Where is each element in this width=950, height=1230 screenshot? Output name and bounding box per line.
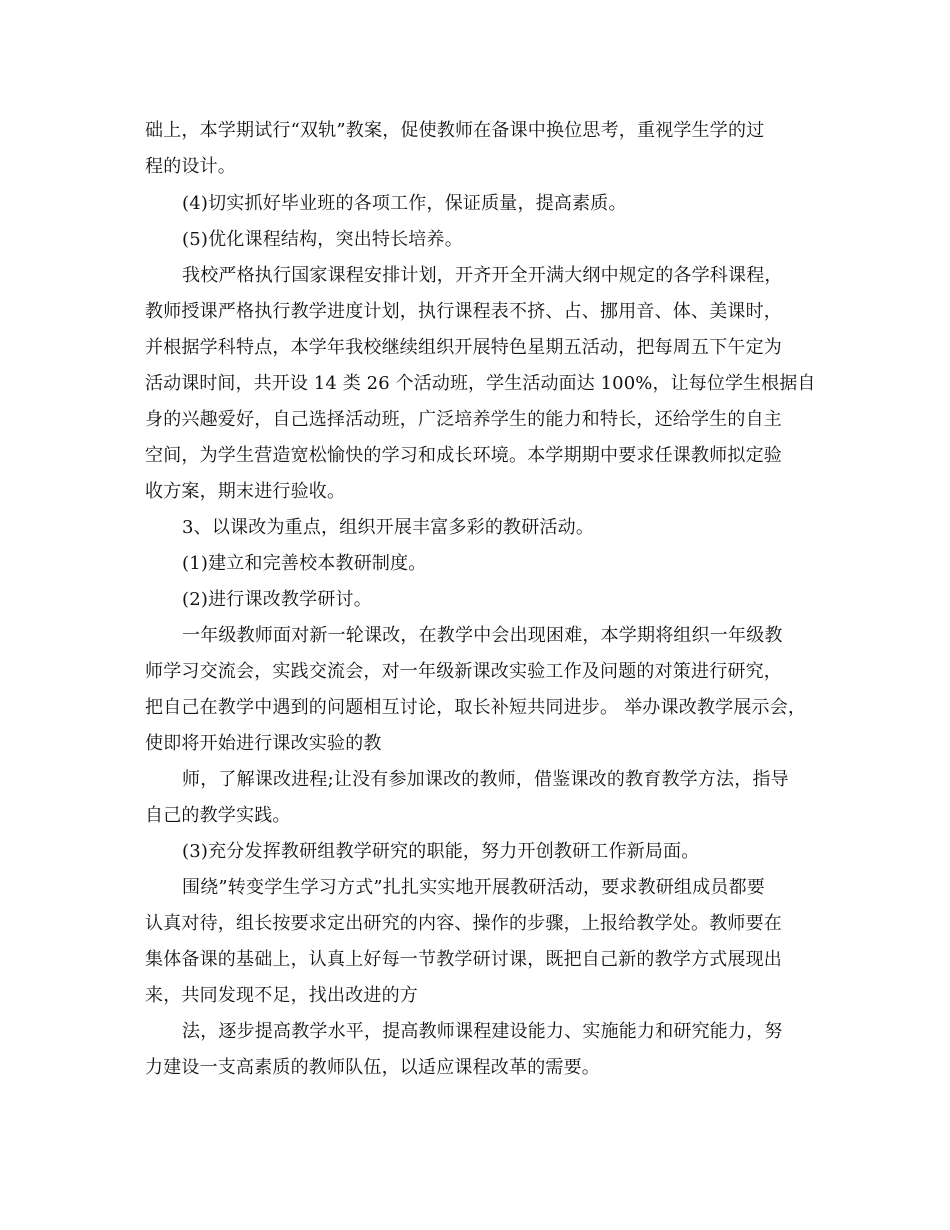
text-line: 使即将开始进行课改实验的教	[145, 733, 382, 754]
text-line: 围绕”转变学生学习方式”扎扎实实地开展教研活动，要求教研组成员都要	[182, 877, 766, 898]
text-line: 础上，本学期试行“双轨”教案，促使教师在备课中换位思考，重视学生学的过	[145, 120, 765, 141]
text-line: 把自己在教学中遇到的问题相互讨论，取长补短共同进步。 举办课改教学展示会，	[145, 697, 807, 718]
text-line: (2)进行课改教学研讨。	[182, 589, 372, 610]
text-line: 空间，为学生营造宽松愉快的学习和成长环境。本学期期中要求任课教师拟定验	[145, 445, 782, 466]
text-line: 自己的教学实践。	[145, 805, 291, 826]
text-line: 身的兴趣爱好，自己选择活动班，广泛培养学生的能力和特长，还给学生的自主	[145, 409, 782, 430]
text-line: 师，了解课改进程;让没有参加课改的教师，借鉴课改的教育教学方法，指导	[182, 769, 789, 790]
text-line: 收方案，期末进行验收。	[145, 481, 346, 502]
text-line: 活动课时间，共开设 14 类 26 个活动班，学生活动面达 100%，让每位学生根据自	[145, 373, 816, 394]
text-line: 来，共同发现不足，找出改进的方	[145, 985, 418, 1006]
text-line: 师学习交流会，实践交流会，对一年级新课改实验工作及问题的对策进行研究，	[145, 661, 782, 682]
text-line: 一年级教师面对新一轮课改，在教学中会出现困难，本学期将组织一年级教	[182, 625, 783, 646]
text-line: 法，逐步提高教学水平，提高教师课程建设能力、实施能力和研究能力，努	[182, 1021, 783, 1042]
text-line: 集体备课的基础上，认真上好每一节教学研讨课，既把自己新的教学方式展现出	[145, 949, 782, 970]
text-line: 力建设一支高素质的教师队伍，以适应课程改革的需要。	[145, 1057, 600, 1078]
text-line: (5)优化课程结构，突出特长培养。	[182, 229, 463, 250]
text-line: (4)切实抓好毕业班的各项工作，保证质量，提高素质。	[182, 193, 627, 214]
text-line: 教师授课严格执行教学进度计划，执行课程表不挤、占、挪用音、体、美课时，	[145, 301, 782, 322]
text-line: 3、以课改为重点，组织开展丰富多彩的教研活动。	[182, 517, 595, 538]
text-line: 我校严格执行国家课程安排计划，开齐开全开满大纲中规定的各学科课程，	[182, 265, 783, 286]
text-line: (1)建立和完善校本教研制度。	[182, 553, 427, 574]
text-line: 认真对待，组长按要求定出研究的内容、操作的步骤，上报给教学处。教师要在	[145, 913, 782, 934]
text-line: 并根据学科特点，本学年我校继续组织开展特色星期五活动，把每周五下午定为	[145, 337, 782, 358]
text-line: (3)充分发挥教研组教学研究的职能，努力开创教研工作新局面。	[182, 841, 700, 862]
text-line: 程的设计。	[145, 156, 236, 177]
